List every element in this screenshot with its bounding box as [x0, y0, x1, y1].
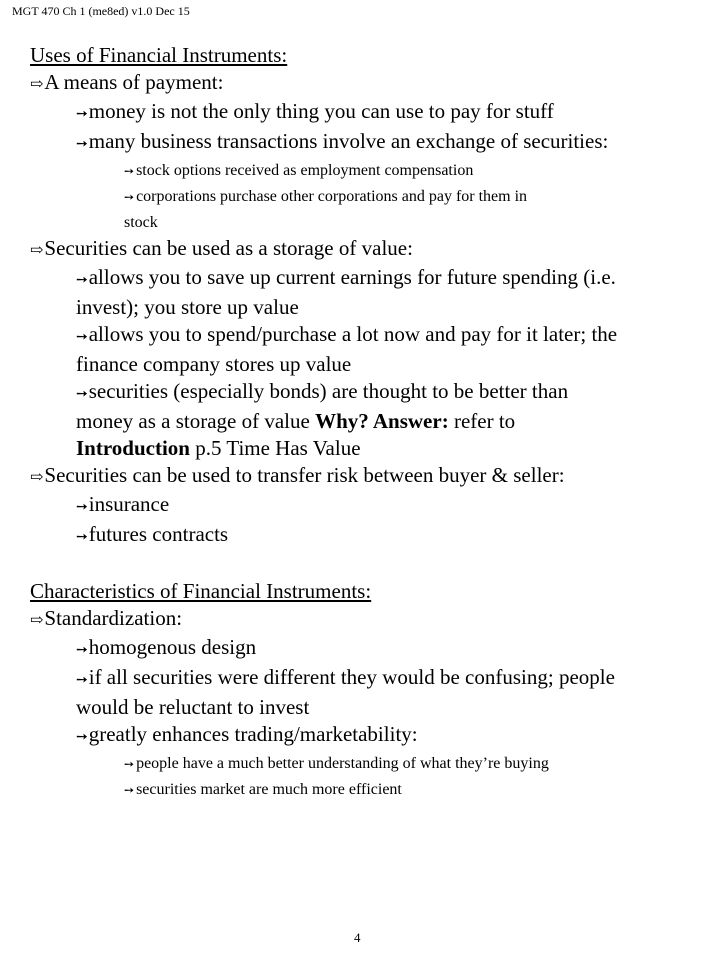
arrow-icon: ➙	[124, 757, 135, 771]
sub-bullet-continuation: money as a storage of value Why? Answer: refer to	[76, 409, 516, 433]
section-spacer	[30, 551, 710, 578]
hollow-arrow-icon: ⇨	[30, 612, 44, 629]
arrow-icon: ➙	[76, 273, 88, 288]
sub-bullet: ➙insurance	[30, 491, 710, 521]
sub-sub-bullet: ➙ securities market are much more efficient	[30, 777, 710, 803]
sub-bullet: ➙allows you to spend/purchase a lot now and pay for it later; the	[30, 321, 710, 351]
arrow-icon: ➙	[76, 387, 88, 402]
arrow-icon: ➙	[76, 107, 88, 122]
arrow-icon: ➙	[76, 330, 88, 345]
arrow-icon: ➙	[76, 137, 88, 152]
sub-sub-bullet: ➙ corporations purchase other corporations and pay for them in	[30, 184, 710, 210]
sub-sub-bullet: ➙ people have a much better understanding of what they’re buying	[30, 751, 710, 777]
sub-bullet: ➙money is not the only thing you can use to pay for stuff	[30, 98, 710, 128]
sub-bullet: ➙greatly enhances trading/marketability:	[30, 721, 710, 751]
document-header: MGT 470 Ch 1 (me8ed) v1.0 Dec 15	[12, 4, 190, 18]
sub-bullet: ➙allows you to save up current earnings for future spending (i.e.	[30, 264, 710, 294]
sub-bullet: ➙homogenous design	[30, 634, 710, 664]
arrow-icon: ➙	[124, 190, 135, 204]
sub-bullet-continuation: Introduction p.5 Time Has Value	[76, 436, 361, 460]
section-heading-characteristics: Characteristics of Financial Instruments:	[30, 579, 372, 603]
hollow-arrow-icon: ⇨	[30, 469, 44, 486]
sub-sub-bullet: ➙ stock options received as employment compensation	[30, 158, 710, 184]
sub-bullet-continuation: would be reluctant to invest	[76, 695, 310, 719]
arrow-icon: ➙	[76, 500, 88, 515]
section-heading-uses: Uses of Financial Instruments:	[30, 43, 288, 67]
sub-bullet: ➙if all securities were different they would be confusing; people	[30, 664, 710, 694]
introduction-reference: Introduction	[76, 436, 190, 460]
sub-bullet: ➙securities (especially bonds) are thought to be better than	[30, 378, 710, 408]
sub-bullet-continuation: invest); you store up value	[76, 295, 299, 319]
arrow-icon: ➙	[76, 530, 88, 545]
bullet-standardization: ⇨Standardization:	[30, 605, 710, 634]
sub-bullet-continuation: finance company stores up value	[76, 352, 352, 376]
sub-sub-bullet-continuation: stock	[124, 214, 158, 231]
arrow-icon: ➙	[76, 643, 88, 658]
page-number: 4	[354, 930, 361, 945]
arrow-icon: ➙	[76, 730, 88, 745]
arrow-icon: ➙	[124, 164, 135, 178]
answer-emphasis: Answer:	[368, 409, 449, 433]
sub-bullet: ➙many business transactions involve an exchange of securities:	[30, 128, 710, 158]
arrow-icon: ➙	[124, 783, 135, 797]
document-body	[30, 42, 710, 803]
why-emphasis: Why?	[315, 409, 369, 433]
hollow-arrow-icon: ⇨	[30, 242, 44, 259]
arrow-icon: ➙	[76, 673, 88, 688]
hollow-arrow-icon: ⇨	[30, 76, 44, 93]
bullet-storage-of-value: ⇨Securities can be used as a storage of value:	[30, 235, 710, 264]
sub-bullet: ➙futures contracts	[30, 521, 710, 551]
bullet-means-of-payment: ⇨A means of payment:	[30, 69, 710, 98]
bullet-transfer-risk: ⇨Securities can be used to transfer risk between buyer & seller:	[30, 462, 710, 491]
